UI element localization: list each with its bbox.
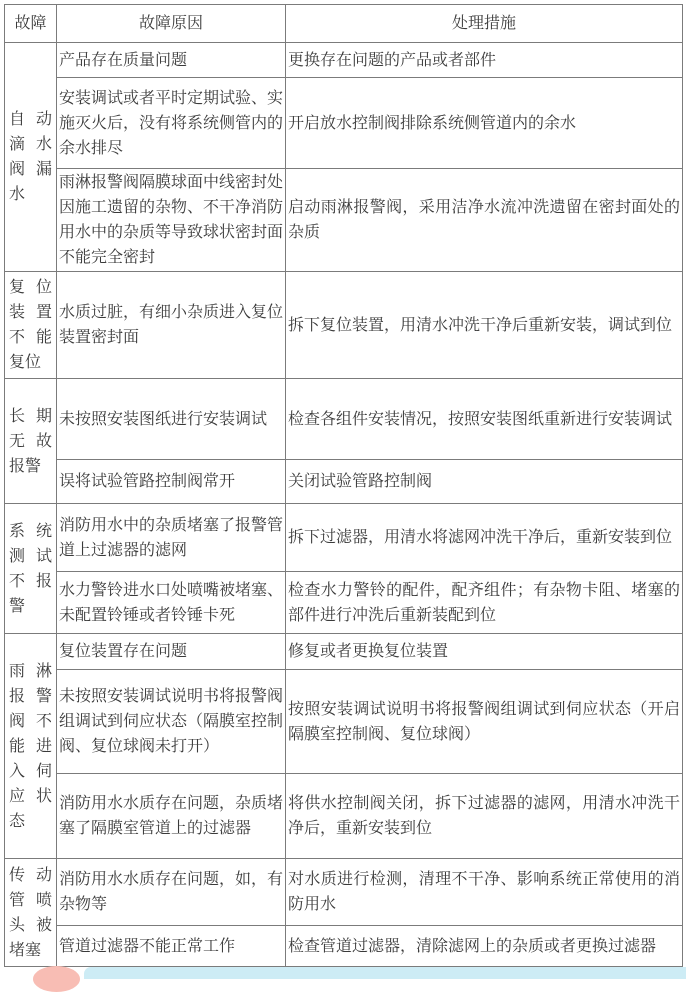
fault-cell-system-test-no-alarm: 系统测试不报警 (5, 504, 57, 634)
cause-cell: 产品存在质量问题 (57, 43, 286, 78)
table-row (5, 272, 683, 379)
cause-cell: 水力警铃进水口处喷嘴被堵塞、未配置铃锤或者铃锤卡死 (57, 572, 286, 634)
table-row (5, 670, 683, 774)
action-cell: 拆下过滤器，用清水将滤网冲洗干净后，重新安装到位 (286, 504, 683, 572)
action-cell: 对水质进行检测，清理不干净、影响系统正常使用的消防用水 (286, 859, 683, 926)
cause-cell: 消防用水中的杂质堵塞了报警管道上过滤器的滤网 (57, 504, 286, 572)
pink-circle-decoration (33, 966, 80, 992)
table-row (5, 78, 683, 169)
action-cell: 启动雨淋报警阀，采用洁净水流冲洗遗留在密封面处的杂质 (286, 169, 683, 272)
cause-cell: 消防用水水质存在问题，杂质堵塞了隔膜室管道上的过滤器 (57, 774, 286, 859)
fault-troubleshooting-table (4, 4, 683, 967)
action-cell: 按照安装调试说明书将报警阀组调试到伺应状态（开启隔膜室控制阀、复位球阀） (286, 670, 683, 774)
action-cell: 检查各组件安装情况，按照安装图纸重新进行安装调试 (286, 379, 683, 460)
table-row (5, 379, 683, 460)
action-cell: 将供水控制阀关闭，拆下过滤器的滤网，用清水冲洗干净后，重新安装到位 (286, 774, 683, 859)
cause-cell: 误将试验管路控制阀常开 (57, 460, 286, 504)
table-row (5, 43, 683, 78)
table-row (5, 926, 683, 967)
fault-cell-reset-device-cannot-reset: 复位装置不能复位 (5, 272, 57, 379)
cause-cell: 安装调试或者平时定期试验、实施灭火后，没有将系统侧管内的余水排尽 (57, 78, 286, 169)
action-cell: 拆下复位装置，用清水冲洗干净后重新安装，调试到位 (286, 272, 683, 379)
header-fault: 故障 (5, 5, 57, 43)
fault-cell-deluge-valve-cannot-enter-standby: 雨淋报警阀不能进入伺应状态 (5, 634, 57, 859)
action-cell: 更换存在问题的产品或者部件 (286, 43, 683, 78)
table-row (5, 460, 683, 504)
cause-cell: 水质过脏，有细小杂质进入复位装置密封面 (57, 272, 286, 379)
cause-cell: 未按照安装调试说明书将报警阀组调试到伺应状态（隔膜室控制阀、复位球阀未打开） (57, 670, 286, 774)
action-cell: 检查管道过滤器，清除滤网上的杂质或者更换过滤器 (286, 926, 683, 967)
table-header-row (5, 5, 683, 43)
action-cell: 检查水力警铃的配件，配齐组件；有杂物卡阻、堵塞的部件进行冲洗后重新装配到位 (286, 572, 683, 634)
action-cell: 修复或者更换复位装置 (286, 634, 683, 670)
table-row (5, 169, 683, 272)
header-action: 处理措施 (286, 5, 683, 43)
action-cell: 关闭试验管路控制阀 (286, 460, 683, 504)
fault-cell-long-term-false-alarm: 长期无故报警 (5, 379, 57, 504)
cause-cell: 未按照安装图纸进行安装调试 (57, 379, 286, 460)
table-row (5, 504, 683, 572)
cyan-bar-decoration (84, 967, 686, 979)
action-cell: 开启放水控制阀排除系统侧管道内的余水 (286, 78, 683, 169)
table-row (5, 634, 683, 670)
fault-cell-auto-drip-valve-leak: 自动滴水阀漏水 (5, 43, 57, 272)
cause-cell: 复位装置存在问题 (57, 634, 286, 670)
table-row (5, 859, 683, 926)
cause-cell: 雨淋报警阀隔膜球面中线密封处因施工遗留的杂物、不干净消防用水中的杂质等导致球状密封面不能完全密封 (57, 169, 286, 272)
header-cause: 故障原因 (57, 5, 286, 43)
table-row (5, 572, 683, 634)
table-row (5, 774, 683, 859)
fault-cell-pilot-line-sprinkler-blocked: 传动管喷头被堵塞 (5, 859, 57, 967)
cause-cell: 管道过滤器不能正常工作 (57, 926, 286, 967)
cause-cell: 消防用水水质存在问题，如，有杂物等 (57, 859, 286, 926)
